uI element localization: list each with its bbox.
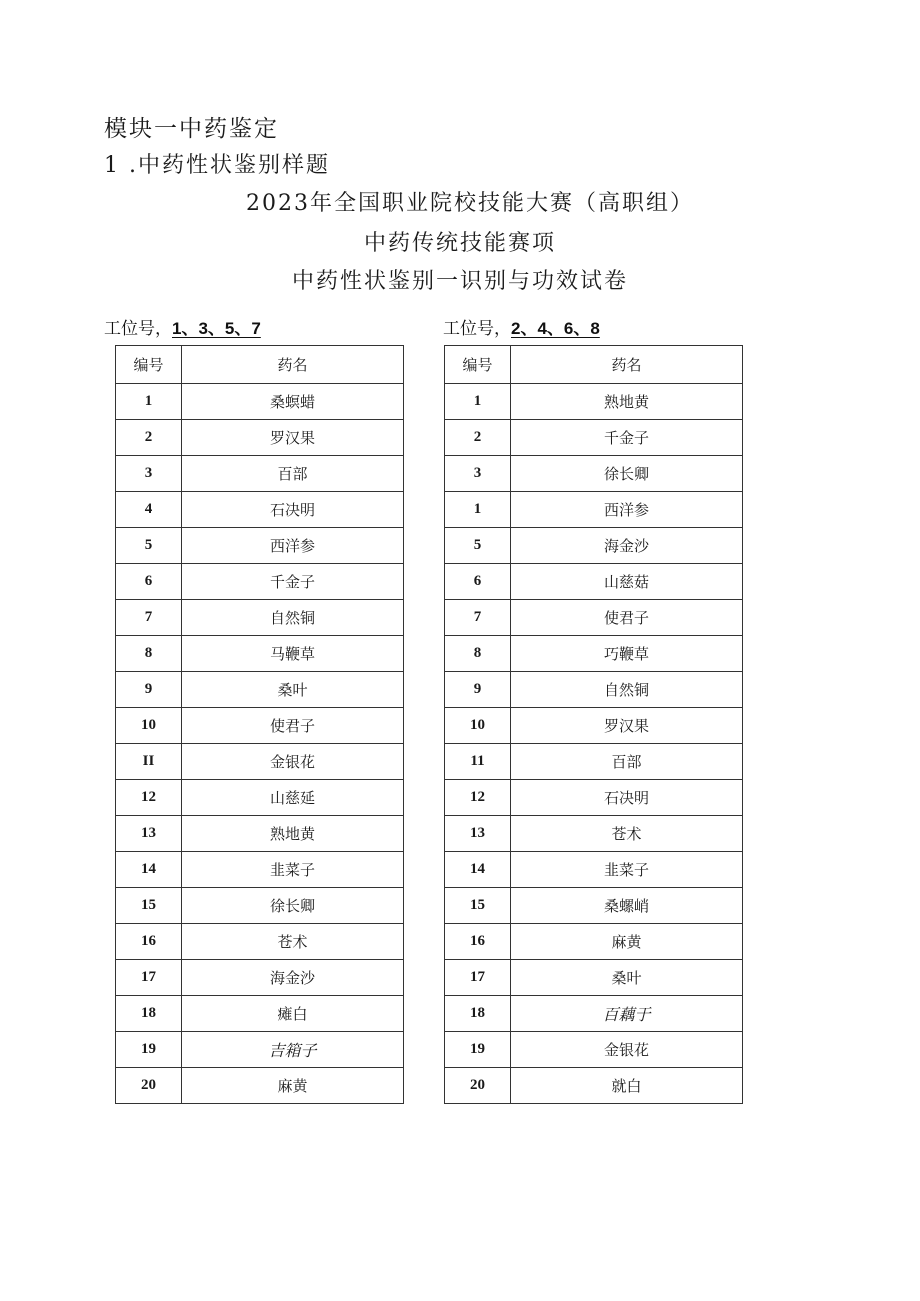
drug-name: 桑叶 (511, 960, 743, 996)
table-row (445, 384, 743, 420)
drug-number: 4 (116, 492, 182, 528)
table-row (116, 1068, 404, 1104)
drug-name: 马鞭草 (182, 636, 404, 672)
drug-number: 8 (445, 636, 511, 672)
drug-name: 苍术 (511, 816, 743, 852)
table-row (116, 888, 404, 924)
table-row (445, 1068, 743, 1104)
table-row (445, 996, 743, 1032)
drug-number: 13 (116, 816, 182, 852)
drug-number: 6 (445, 564, 511, 600)
table-row (445, 924, 743, 960)
header-number: 编号 (445, 346, 511, 384)
table-row (116, 852, 404, 888)
drug-number: 13 (445, 816, 511, 852)
drug-number: 9 (445, 672, 511, 708)
section-heading: 1 .中药性状鉴别样题 (104, 153, 330, 178)
drug-name: 金银花 (511, 1032, 743, 1068)
drug-number: 10 (445, 708, 511, 744)
drug-name: 海金沙 (511, 528, 743, 564)
drug-number: 19 (445, 1032, 511, 1068)
drug-number: 7 (445, 600, 511, 636)
table-row (116, 780, 404, 816)
drug-name: 自然铜 (511, 672, 743, 708)
drug-name: 金银花 (182, 744, 404, 780)
station-numbers: 2、4、6、8 (511, 319, 600, 338)
drug-name: 百藕于 (511, 996, 743, 1032)
drug-number: 11 (445, 744, 511, 780)
drug-name: 熟地黄 (182, 816, 404, 852)
drug-name: 山慈菇 (511, 564, 743, 600)
station-label-left (104, 314, 261, 339)
drug-name: 罗汉果 (511, 708, 743, 744)
table-row (116, 1032, 404, 1068)
table-row (445, 672, 743, 708)
drug-name: 麻黄 (511, 924, 743, 960)
station-numbers: 1、3、5、7 (172, 319, 261, 338)
drug-name: 桑螺峭 (511, 888, 743, 924)
drug-number: 3 (116, 456, 182, 492)
drug-number: 18 (445, 996, 511, 1032)
drug-number: II (116, 744, 182, 780)
drug-name: 山慈延 (182, 780, 404, 816)
table-row (116, 672, 404, 708)
drug-number: 5 (116, 528, 182, 564)
competition-title: 2023年全国职业院校技能大赛（高职组） (246, 191, 694, 216)
table-row (116, 744, 404, 780)
drug-name: 石决明 (182, 492, 404, 528)
table-row (445, 744, 743, 780)
table-row (116, 636, 404, 672)
drug-number: 15 (445, 888, 511, 924)
drug-name: 吉箱子 (182, 1032, 404, 1068)
drug-name: 使君子 (182, 708, 404, 744)
drug-table-right (444, 345, 743, 1104)
drug-name: 韭菜子 (511, 852, 743, 888)
drug-number: 7 (116, 600, 182, 636)
drug-name: 瘫白 (182, 996, 404, 1032)
drug-number: 9 (116, 672, 182, 708)
drug-name: 海金沙 (182, 960, 404, 996)
table-row (116, 708, 404, 744)
table-row (116, 960, 404, 996)
station-label-text: 工位号， (104, 319, 172, 338)
drug-number: 14 (116, 852, 182, 888)
drug-number: 1 (445, 492, 511, 528)
drug-number: 12 (445, 780, 511, 816)
drug-number: 18 (116, 996, 182, 1032)
event-title: 中药传统技能赛项 (363, 231, 556, 256)
table-row (445, 708, 743, 744)
drug-name: 徐长卿 (511, 456, 743, 492)
drug-name: 就白 (511, 1068, 743, 1104)
drug-number: 19 (116, 1032, 182, 1068)
drug-name: 徐长卿 (182, 888, 404, 924)
table-header-row (445, 346, 743, 384)
header-drug-name: 药名 (182, 346, 404, 384)
table-row (116, 600, 404, 636)
table-row (445, 528, 743, 564)
module-heading: 模块一中药鉴定 (104, 116, 279, 142)
drug-number: 17 (445, 960, 511, 996)
drug-name: 桑叶 (182, 672, 404, 708)
header-number: 编号 (116, 346, 182, 384)
drug-number: 15 (116, 888, 182, 924)
table-row (116, 996, 404, 1032)
drug-number: 14 (445, 852, 511, 888)
drug-name: 韭菜子 (182, 852, 404, 888)
drug-name: 百部 (511, 744, 743, 780)
table-row (116, 924, 404, 960)
table-row (445, 816, 743, 852)
table-row (445, 888, 743, 924)
table-row (445, 564, 743, 600)
table-row (445, 492, 743, 528)
drug-name: 自然铜 (182, 600, 404, 636)
drug-number: 20 (445, 1068, 511, 1104)
drug-number: 16 (116, 924, 182, 960)
drug-table-left (115, 345, 404, 1104)
drug-number: 8 (116, 636, 182, 672)
drug-number: 1 (116, 384, 182, 420)
drug-name: 百部 (182, 456, 404, 492)
table-row (445, 1032, 743, 1068)
exam-title: 中药性状鉴别一识别与功效试卷 (291, 269, 628, 294)
table-header-row (116, 346, 404, 384)
drug-number: 17 (116, 960, 182, 996)
drug-number: 16 (445, 924, 511, 960)
station-label-text: 工位号， (443, 319, 511, 338)
table-row (116, 420, 404, 456)
drug-name: 西洋参 (511, 492, 743, 528)
drug-number: 1 (445, 384, 511, 420)
table-row (445, 852, 743, 888)
table-row (116, 492, 404, 528)
drug-name: 西洋参 (182, 528, 404, 564)
table-row (116, 564, 404, 600)
table-row (116, 816, 404, 852)
table-row (116, 528, 404, 564)
drug-number: 6 (116, 564, 182, 600)
drug-number: 3 (445, 456, 511, 492)
drug-name: 巧鞭草 (511, 636, 743, 672)
drug-name: 麻黄 (182, 1068, 404, 1104)
table-row (116, 384, 404, 420)
table-row (445, 636, 743, 672)
table-row (116, 456, 404, 492)
drug-name: 石决明 (511, 780, 743, 816)
drug-number: 10 (116, 708, 182, 744)
station-label-right (443, 314, 600, 339)
drug-number: 2 (116, 420, 182, 456)
drug-name: 熟地黄 (511, 384, 743, 420)
table-row (445, 456, 743, 492)
table-row (445, 960, 743, 996)
table-row (445, 600, 743, 636)
table-row (445, 780, 743, 816)
header-drug-name: 药名 (511, 346, 743, 384)
drug-name: 苍术 (182, 924, 404, 960)
drug-name: 使君子 (511, 600, 743, 636)
drug-number: 5 (445, 528, 511, 564)
drug-name: 千金子 (182, 564, 404, 600)
drug-number: 20 (116, 1068, 182, 1104)
drug-number: 2 (445, 420, 511, 456)
drug-name: 桑螟蜡 (182, 384, 404, 420)
drug-name: 罗汉果 (182, 420, 404, 456)
drug-name: 千金子 (511, 420, 743, 456)
drug-number: 12 (116, 780, 182, 816)
table-row (445, 420, 743, 456)
